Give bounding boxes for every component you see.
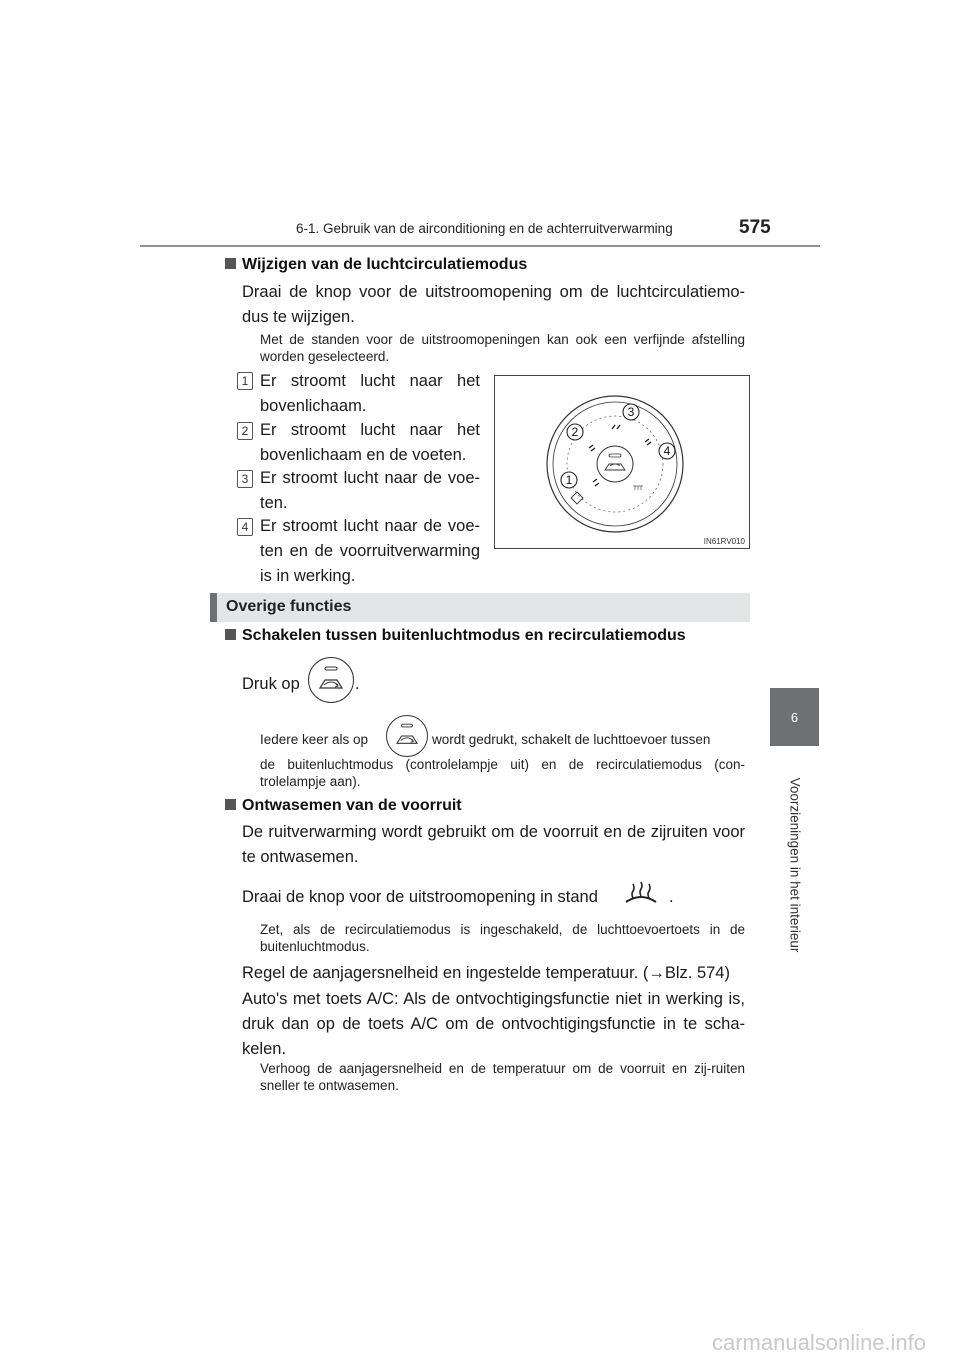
section-heading-recirc: Schakelen tussen buitenluchtmodus en recirculatiemodus (225, 627, 686, 645)
item-number: 3 (237, 470, 253, 488)
square-bullet-icon (225, 629, 236, 640)
section-bar-other-functions (210, 593, 750, 622)
figure-code: IN61RV010 (703, 537, 745, 546)
square-bullet-icon (225, 258, 236, 269)
press-period: . (355, 675, 360, 693)
item-number: 4 (237, 518, 253, 536)
watermark: carmanualsonline.info (712, 1330, 927, 1355)
section-bar-accent (210, 593, 217, 622)
header-rule (140, 245, 820, 247)
callout-1: 1 (565, 473, 573, 487)
item-text: Er stroomt lucht naar het bovenlichaam en de voeten. (260, 421, 480, 464)
item-number: 1 (237, 372, 253, 390)
recirculation-button-icon (308, 657, 354, 703)
defog-knob-period: . (669, 888, 674, 906)
recirculation-button-icon (386, 715, 428, 757)
defog-note2: Verhoog de aanjagersnelheid en de temperatuur om de voorruit en zij-ruiten sneller te ontwasemen. (260, 1061, 745, 1093)
item-number: 2 (237, 422, 253, 440)
callout-4: 4 (663, 444, 671, 458)
running-header-title: 6-1. Gebruik van de airconditioning en de achterruitverwarming (296, 221, 673, 236)
item-text: Er stroomt lucht naar het bovenlichaam. (260, 372, 480, 415)
callout-2: 2 (571, 425, 579, 439)
outlet-dial-figure (494, 375, 750, 549)
chapter-tab[interactable] (770, 688, 819, 746)
airflow-body: Draai de knop voor de uitstroomopening om de luchtcirculatiemo-dus te wijzigen. (242, 283, 745, 326)
windshield-defrost-icon (622, 878, 660, 910)
section-heading-defog: Ontwasemen van de voorruit (225, 797, 462, 815)
section-bar-title: Overige functies (226, 598, 352, 615)
chapter-number: 6 (790, 709, 799, 725)
defog-body: De ruitverwarming wordt gebruikt om de voorruit en de zijruiten voor te ontwasemen. (242, 823, 745, 866)
recirc-note-end: wordt gedrukt, schakelt de luchttoevoer tussen (432, 732, 711, 747)
callout-3: 3 (627, 405, 635, 419)
press-text: Druk op (242, 675, 300, 693)
defog-note: Zet, als de recirculatiemodus is ingeschakeld, de luchttoevoertoets in de buitenluchtmodus. (260, 922, 745, 954)
recirc-note-start: Iedere keer als op (260, 732, 369, 747)
item-text: Er stroomt lucht naar de voe-ten. (260, 469, 480, 512)
page-number: 575 (739, 217, 771, 238)
square-bullet-icon (225, 799, 236, 810)
chapter-label: Voorzieningen in het interieur (787, 777, 803, 953)
item-text: Er stroomt lucht naar de voe-ten en de voorruitverwarming is in werking. (260, 517, 480, 585)
defog-knob-text: Draai de knop voor de uitstroomopening in stand (242, 888, 598, 906)
section-heading-airflow: Wijzigen van de luchtcirculatiemodus (225, 256, 527, 274)
recirc-note-rest: de buitenluchtmodus (controlelampje uit) en de recirculatiemodus (con-trolelampje aan). (260, 757, 745, 789)
outlet-dial-illustration (495, 376, 749, 548)
regel-text: Regel de aanjagersnelheid en ingestelde temperatuur. (→Blz. 574) (242, 964, 730, 982)
airflow-note: Met de standen voor de uitstroomopeningen kan ook een verfijnde afstelling worden geselecteerd. (260, 332, 745, 364)
ac-text: Auto's met toets A/C: Als de ontvochtigingsfunctie niet in werking is, druk dan op de toets A/C om de ontvochtigingsfunctie in te scha-kelen. (242, 990, 745, 1058)
